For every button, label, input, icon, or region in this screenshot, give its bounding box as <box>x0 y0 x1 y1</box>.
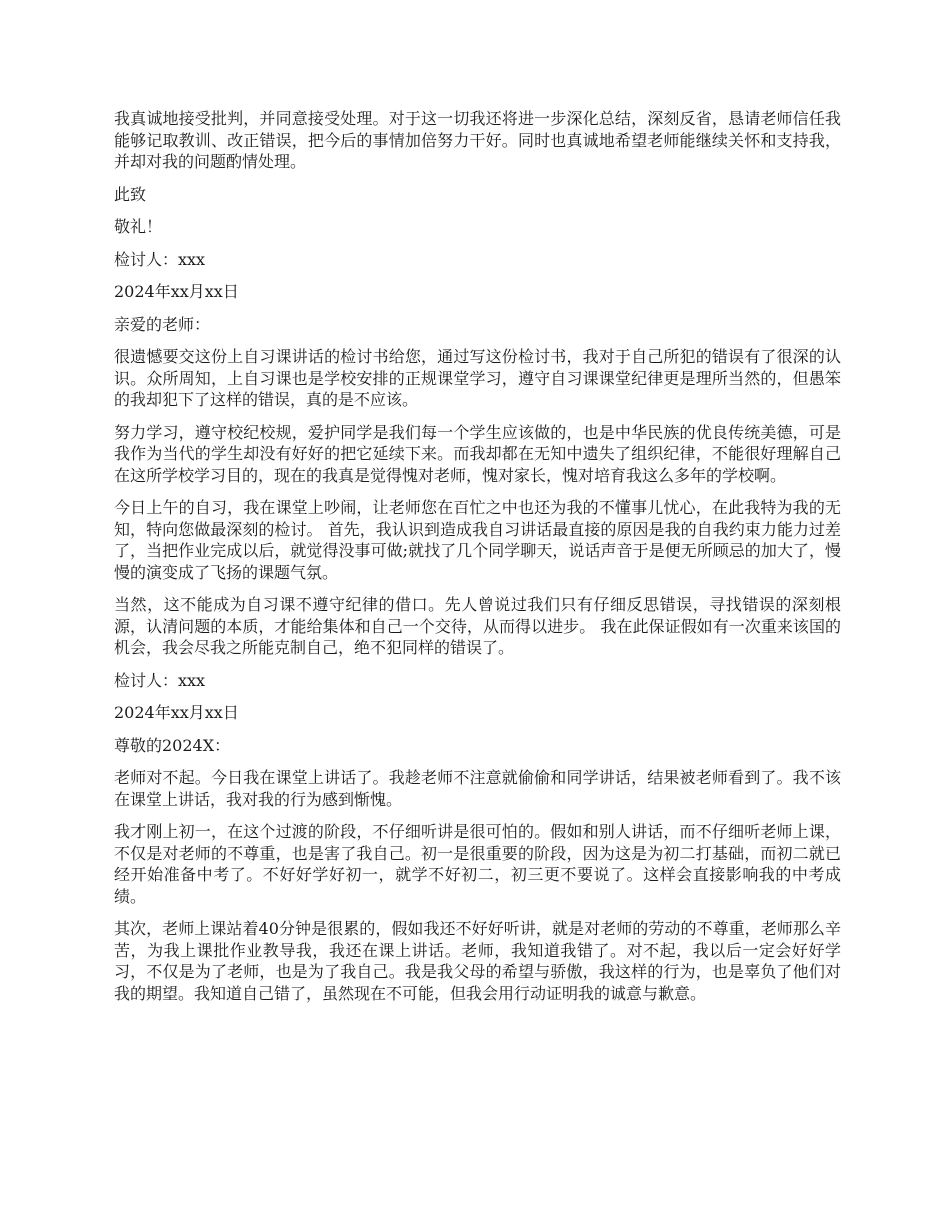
greeting: 亲爱的老师： <box>114 314 211 334</box>
paragraph-discipline: 努力学习，遵守校纪校规，爱护同学是我们每一个学生应该做的，也是中华民族的优良传统美德，可是我作为当代的学生却没有好好的把它延续下来。而我却都在无知中遗失了组织纪律，不能很好理解自己在这所学校学习目的，现在的我真是觉得愧对老师，愧对家长，愧对培育我这么多年的学校啊。 <box>114 422 841 485</box>
date-line: 2024年xx月xx日 <box>114 703 239 722</box>
paragraph-acceptance: 我真诚地接受批判，并同意接受处理。对于这一切我还将进一步深化总结，深刻反省，恳请老师信任我能够记取教训、改正错误，把今后的事情加倍努力干好。同时也真诚地希望老师能继续关怀和支持我，并却对我的问题酌情处理。 <box>114 109 841 171</box>
paragraph-grade-one: 我才刚上初一，在这个过渡的阶段，不仔细听讲是很可怕的。假如和别人讲话，而不仔细听老师上课，不仅是对老师的不尊重，也是害了我自己。初一是很重要的阶段，因为这是为初二打基础，而初二就已经开始准备中考了。不好好学好初一，就学不好初二，初三更不要说了。这样会直接影响我的中考成绩。 <box>114 822 841 906</box>
greeting: 尊敬的2024X： <box>114 735 231 755</box>
paragraph-secondly: 其次，老师上课站着40分钟是很累的，假如我还不好好听讲，就是对老师的劳动的不尊重，老师那么辛苦，为我上课批作业教导我，我还在课上讲话。老师，我知道我错了。对不起，我以后一定会好好学习，不仅是为了老师，也是为了我自己。我是我父母的希望与骄傲，我这样的行为，也是辜负了他们对我的期望。我知道自己错了，虽然现在不可能，但我会用行动证明我的诚意与歉意。 <box>114 919 841 1003</box>
closing-salutation: 此致 <box>114 184 147 204</box>
signature-line: 检讨人：xxx <box>114 670 206 690</box>
signature-line: 检讨人：xxx <box>114 249 206 269</box>
paragraph-regret: 很遗憾要交这份上自习课讲话的检讨书给您，通过写这份检讨书，我对于自己所犯的错误有了很深的认识。众所周知，上自习课也是学校安排的正规课堂学习，遵守自习课课堂纪律更是理所当然的，但愚笨的我却犯下了这样的错误，真的是不应该。 <box>114 347 841 409</box>
closing-regards: 敬礼！ <box>114 217 163 236</box>
date-line: 2024年xx月xx日 <box>114 282 239 301</box>
document-body <box>114 108 841 1015</box>
paragraph-morning-study: 今日上午的自习，我在课堂上吵闹，让老师您在百忙之中也还为我的不懂事儿忧心，在此我特为我的无知，特向您做最深刻的检讨。 首先，我认识到造成我自习讲话最直接的原因是我的自我约束力能力过差了，当把作业完成以后，就觉得没事可做;就找了几个同学聊天，说话声音于是便无所顾忌的加大了，慢慢的演变成了飞扬的课题气氛。 <box>114 498 841 582</box>
paragraph-reflection: 当然，这不能成为自习课不遵守纪律的借口。先人曾说过我们只有仔细反思错误，寻找错误的深刻根源，认清问题的本质，才能给集体和自己一个交待，从而得以进步。 我在此保证假如有一次重来该国的机会，我会尽我之所能克制自己，绝不犯同样的错误了。 <box>114 595 841 657</box>
paragraph-apology: 老师对不起。今日我在课堂上讲话了。我趁老师不注意就偷偷和同学讲话，结果被老师看到了。我不该在课堂上讲话，我对我的行为感到惭愧。 <box>114 768 841 809</box>
